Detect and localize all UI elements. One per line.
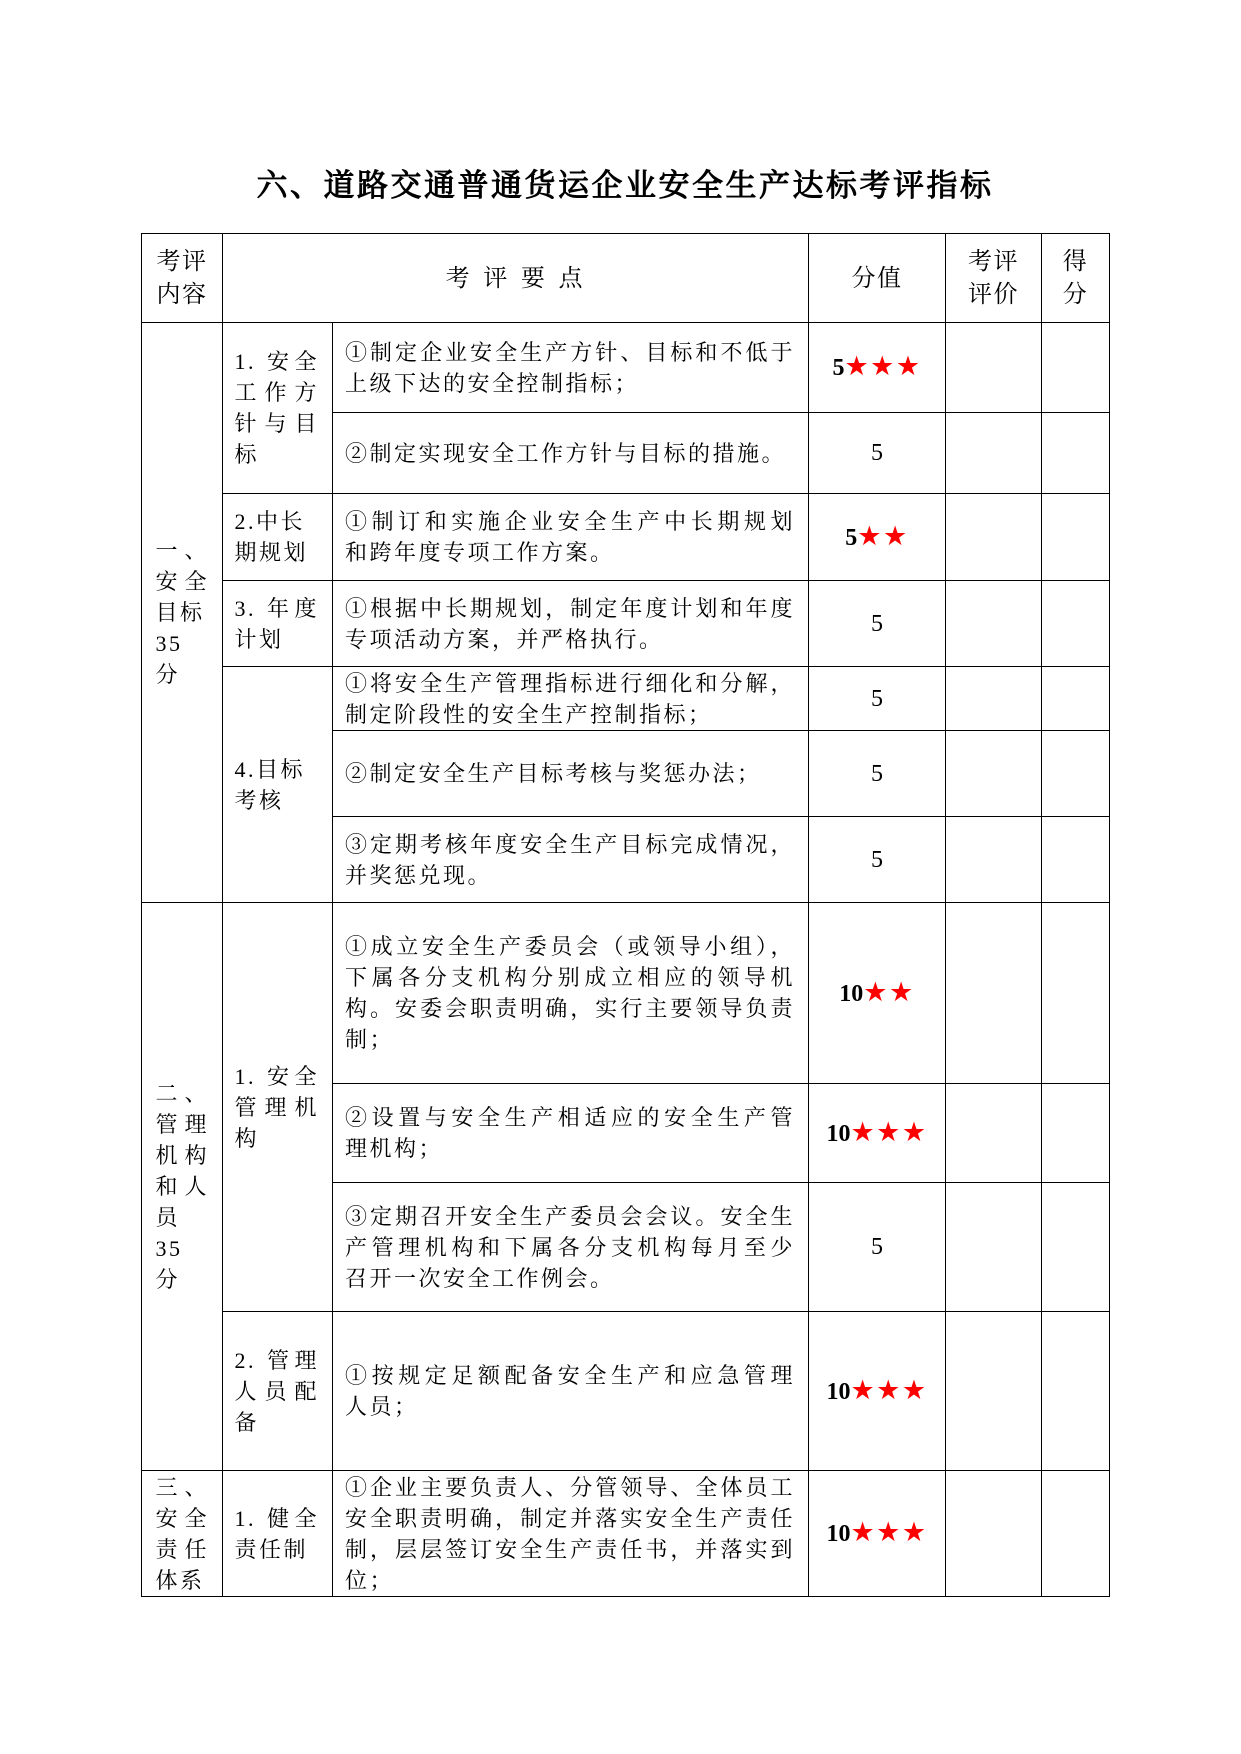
item-label-line: 构 <box>234 1125 260 1151</box>
point-cell <box>333 413 809 494</box>
point-text-line: 并奖惩兑现。 <box>345 862 493 888</box>
evaluation-cell <box>946 1471 1042 1597</box>
item-label-line: 2. 管理 <box>234 1347 319 1373</box>
point-text-line: ①按规定足额配备安全生产和应急管理 <box>345 1363 796 1388</box>
header-score-cell <box>809 234 946 323</box>
header-evaluation-line: 考评 <box>968 247 1020 275</box>
header-content-cell <box>142 234 223 323</box>
result-cell <box>1042 494 1110 581</box>
point-text-line: ①将安全生产管理指标进行细化和分解， <box>345 670 796 696</box>
section-cell <box>142 903 223 1471</box>
point-text-line: 人员； <box>345 1394 419 1419</box>
point-text-line: 上级下达的安全控制指标； <box>345 370 640 396</box>
score-stars: ★★★ <box>844 351 922 382</box>
table-row <box>142 494 1110 581</box>
point-cell <box>333 903 809 1084</box>
evaluation-cell <box>946 581 1042 667</box>
item-label-line: 1. 安全 <box>234 349 319 374</box>
score-cell <box>809 817 946 903</box>
point-text-line: ③定期召开安全生产委员会会议。安全生 <box>345 1203 796 1229</box>
result-cell <box>1042 1183 1110 1312</box>
score-value: 5 <box>845 524 858 551</box>
result-cell <box>1042 731 1110 817</box>
score-cell <box>809 903 946 1084</box>
header-points-label: 考 评 要 点 <box>445 263 586 292</box>
point-text-line: 安全职责明确，制定并落实安全生产责任 <box>345 1505 796 1531</box>
item-label-line: 1. 安全 <box>234 1063 319 1089</box>
item-label-line: 期规划 <box>234 540 309 565</box>
score-cell <box>809 323 946 413</box>
evaluation-cell <box>946 413 1042 494</box>
section-label-line: 一、 <box>155 538 209 563</box>
point-text-line: ②制定实现安全工作方针与目标的措施。 <box>345 440 787 466</box>
evaluation-cell <box>946 1312 1042 1471</box>
evaluation-cell <box>946 817 1042 903</box>
table-row <box>142 1471 1110 1597</box>
score-value: 10 <box>826 1378 851 1405</box>
point-text-line: 构。安委会职责明确，实行主要领导负责 <box>345 996 796 1021</box>
point-text-line: ①根据中长期规划，制定年度计划和年度 <box>345 595 796 621</box>
point-cell <box>333 494 809 581</box>
item-label-line: 计划 <box>234 626 284 652</box>
header-score-label: 分值 <box>851 263 903 292</box>
score-stars: ★★★ <box>850 1116 928 1148</box>
evaluation-cell <box>946 494 1042 581</box>
evaluation-cell <box>946 323 1042 413</box>
result-cell <box>1042 903 1110 1084</box>
section-cell <box>142 1471 223 1597</box>
score-stars: ★★ <box>857 520 909 552</box>
section-label-line: 机构 <box>155 1143 209 1168</box>
evaluation-cell <box>946 1084 1042 1183</box>
point-text-line: 制定阶段性的安全生产控制指标； <box>345 701 713 727</box>
header-result-line: 得 <box>1062 247 1089 275</box>
header-result-cell <box>1042 234 1110 323</box>
point-cell <box>333 1084 809 1183</box>
section-label-line: 35 <box>155 631 183 656</box>
header-evaluation-line: 评价 <box>968 280 1020 308</box>
table-row <box>142 903 1110 1084</box>
item-label-line: 3. 年度 <box>234 595 319 621</box>
score-value: 5 <box>871 846 884 873</box>
score-cell <box>809 731 946 817</box>
score-value: 10 <box>826 1521 851 1547</box>
item-label-line: 4.目标 <box>234 756 306 782</box>
item-label-line: 工作方 <box>234 380 319 405</box>
score-value: 10 <box>839 980 864 1007</box>
section-cell <box>142 323 223 903</box>
item-label-line: 1. 健全 <box>234 1505 319 1531</box>
table-row <box>142 667 1110 731</box>
header-row <box>142 234 1110 323</box>
item-label-line: 备 <box>234 1409 260 1435</box>
score-cell <box>809 1312 946 1471</box>
item-cell <box>223 581 333 667</box>
score-cell <box>809 581 946 667</box>
score-stars: ★★★ <box>850 1374 928 1406</box>
result-cell <box>1042 817 1110 903</box>
point-cell <box>333 1183 809 1312</box>
score-cell <box>809 494 946 581</box>
section-label-line: 责任 <box>155 1536 209 1562</box>
point-text-line: ②设置与安全生产相适应的安全生产管 <box>345 1105 796 1130</box>
score-value: 5 <box>871 1234 884 1260</box>
section-label-line: 分 <box>155 662 181 687</box>
item-cell <box>223 1312 333 1471</box>
point-cell <box>333 1471 809 1597</box>
score-cell <box>809 1084 946 1183</box>
point-text-line: ①成立安全生产委员会（或领导小组）， <box>345 934 796 959</box>
section-label-line: 安全 <box>155 1505 209 1531</box>
result-cell <box>1042 413 1110 494</box>
item-label-line: 2.中长 <box>234 509 306 534</box>
header-content-line: 内容 <box>156 280 208 308</box>
evaluation-cell <box>946 667 1042 731</box>
point-text-line: ①制定企业安全生产方针、目标和不低于 <box>345 339 796 365</box>
header-result-line: 分 <box>1062 280 1089 308</box>
point-text-line: 制； <box>345 1027 395 1052</box>
result-cell <box>1042 1312 1110 1471</box>
item-label-line: 责任制 <box>234 1536 309 1562</box>
point-cell <box>333 667 809 731</box>
item-cell <box>223 494 333 581</box>
item-cell <box>223 323 333 494</box>
header-points-cell <box>223 234 809 323</box>
point-cell <box>333 817 809 903</box>
section-label-line: 员 <box>155 1205 181 1230</box>
score-value: 5 <box>871 685 884 712</box>
score-value: 5 <box>871 760 884 787</box>
table-row <box>142 581 1110 667</box>
page-title: 六、道路交通普通货运企业安全生产达标考评指标 <box>256 168 994 204</box>
score-value: 10 <box>826 1120 851 1147</box>
header-content-line: 考评 <box>156 247 208 275</box>
result-cell <box>1042 581 1110 667</box>
point-text-line: 和跨年度专项工作方案。 <box>345 540 615 565</box>
point-cell <box>333 731 809 817</box>
point-text-line: 产管理机构和下属各分支机构每月至少 <box>345 1234 796 1260</box>
point-text-line: 制，层层签订安全生产责任书，并落实到 <box>345 1536 796 1562</box>
point-text-line: ③定期考核年度安全生产目标完成情况， <box>345 831 796 857</box>
section-label-line: 分 <box>155 1267 181 1292</box>
section-label-line: 安全 <box>155 569 209 594</box>
section-label-line: 管理 <box>155 1112 209 1137</box>
result-cell <box>1042 667 1110 731</box>
result-cell <box>1042 1084 1110 1183</box>
evaluation-cell <box>946 903 1042 1084</box>
score-cell <box>809 1471 946 1597</box>
section-label-line: 二、 <box>155 1081 209 1106</box>
item-label-line: 人员配 <box>234 1378 319 1404</box>
item-cell <box>223 1471 333 1597</box>
score-cell <box>809 1183 946 1312</box>
section-label-line: 目标 <box>155 600 205 625</box>
result-cell <box>1042 323 1110 413</box>
point-text-line: 召开一次安全工作例会。 <box>345 1265 615 1291</box>
point-text-line: ①制订和实施企业安全生产中长期规划 <box>345 509 796 534</box>
section-label-line: 三、 <box>155 1474 209 1500</box>
item-label-line: 管理机 <box>234 1094 319 1120</box>
table-row <box>142 1312 1110 1471</box>
point-text-line: 位； <box>345 1567 395 1593</box>
evaluation-cell <box>946 731 1042 817</box>
score-value: 5 <box>832 355 845 381</box>
section-label-line: 35 <box>155 1236 183 1261</box>
score-stars: ★★ <box>863 976 915 1008</box>
point-cell <box>333 1312 809 1471</box>
evaluation-table <box>141 233 1110 1597</box>
score-cell <box>809 667 946 731</box>
evaluation-cell <box>946 1183 1042 1312</box>
item-cell <box>223 903 333 1312</box>
point-text-line: 专项活动方案，并严格执行。 <box>345 626 664 652</box>
section-label-line: 和人 <box>155 1174 209 1199</box>
result-cell <box>1042 1471 1110 1597</box>
item-label-line: 标 <box>234 442 260 467</box>
point-text-line: ①企业主要负责人、分管领导、全体员工 <box>345 1474 796 1500</box>
section-label-line: 体系 <box>155 1567 205 1593</box>
point-text-line: ②制定安全生产目标考核与奖惩办法； <box>345 761 762 786</box>
score-cell <box>809 413 946 494</box>
score-stars: ★★★ <box>850 1517 928 1548</box>
score-value: 5 <box>871 610 884 637</box>
table-row <box>142 323 1110 413</box>
point-cell <box>333 323 809 413</box>
point-cell <box>333 581 809 667</box>
item-cell <box>223 667 333 903</box>
point-text-line: 理机构； <box>345 1136 444 1161</box>
item-label-line: 针与目 <box>234 411 319 436</box>
header-evaluation-cell <box>946 234 1042 323</box>
score-value: 5 <box>871 440 884 466</box>
point-text-line: 下属各分支机构分别成立相应的领导机 <box>345 965 796 990</box>
item-label-line: 考核 <box>234 787 284 813</box>
